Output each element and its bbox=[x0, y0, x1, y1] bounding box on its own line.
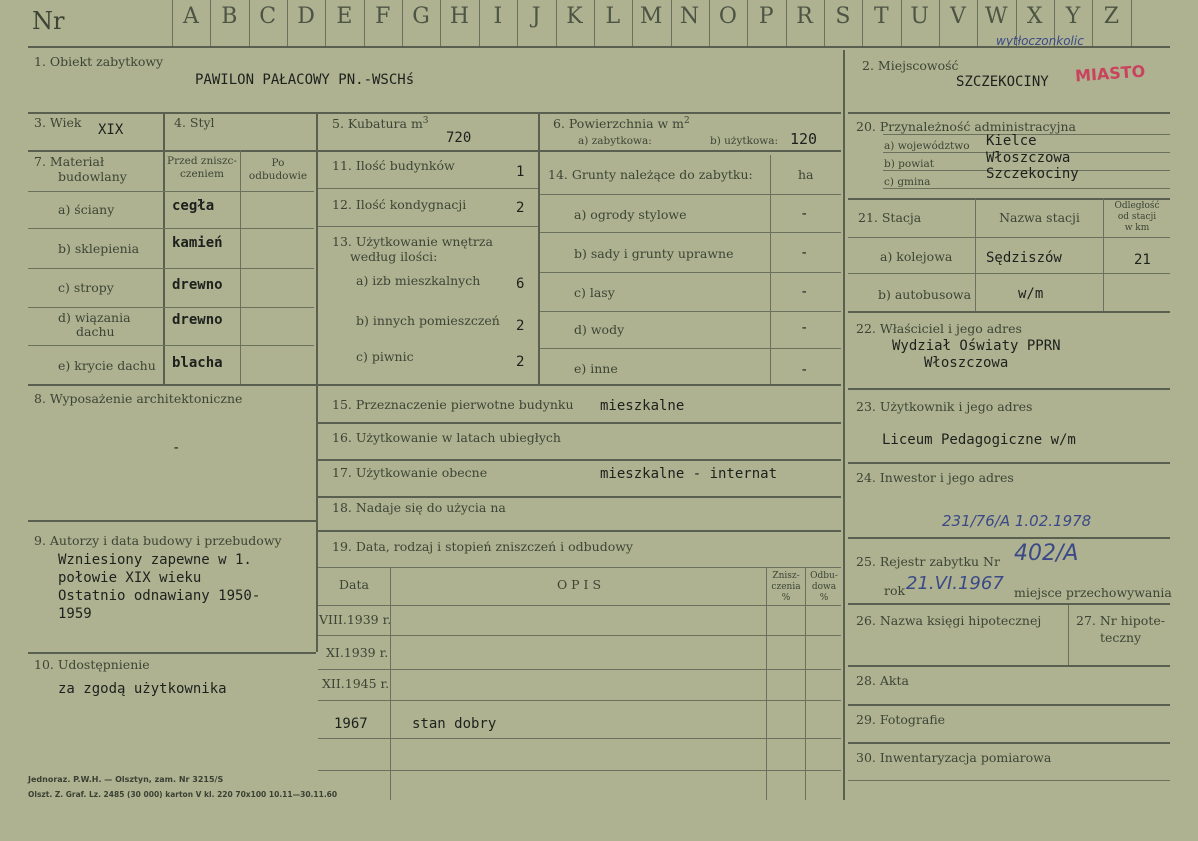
damage-desc-4: stan dobry bbox=[412, 716, 497, 732]
cubature-label-text: 5. Kubatura m bbox=[332, 116, 423, 132]
material-row-roof-truss-1: d) wiązania bbox=[58, 310, 131, 325]
damage-col-rebuild-3: % bbox=[819, 593, 829, 603]
land-waters-value: - bbox=[800, 320, 809, 336]
index-letter-a: A bbox=[183, 4, 199, 29]
land-orchards-label: b) sady i grunty uprawne bbox=[574, 246, 734, 261]
age-value: XIX bbox=[98, 122, 124, 138]
index-letter-n: N bbox=[679, 4, 700, 29]
material-col-before-2: czeniem bbox=[180, 168, 224, 180]
index-letter-w: W bbox=[985, 4, 1008, 29]
index-letter-e: E bbox=[336, 4, 353, 29]
suitable-for-label: 18. Nadaje się do użycia na bbox=[332, 500, 506, 515]
register-number: 402/A bbox=[1014, 541, 1079, 566]
cubature-value: 720 bbox=[446, 130, 472, 146]
county-label: b) powiat bbox=[884, 158, 935, 170]
arch-equipment-label: 8. Wyposażenie architektoniczne bbox=[34, 391, 243, 406]
printer-line-1: Jednoraz. P.W.H. — Olsztyn, zam. Nr 3215/S bbox=[28, 775, 224, 784]
area-usable-label: b) użytkowa: bbox=[710, 135, 779, 147]
material-row-ceilings: c) stropy bbox=[58, 280, 114, 295]
land-other-value: - bbox=[800, 362, 809, 378]
material-col-before-1: Przed zniszc- bbox=[167, 155, 237, 167]
authors-line-2: połowie XIX wieku bbox=[58, 570, 202, 586]
rooms-other-label: b) innych pomieszczeń bbox=[356, 313, 500, 328]
user-label: 23. Użytkownik i jego adres bbox=[856, 399, 1033, 414]
photos-label: 29. Fotografie bbox=[856, 712, 946, 727]
damage-col-destr-1: Znisz- bbox=[772, 571, 800, 581]
land-other-label: e) inne bbox=[574, 361, 618, 376]
cellars-label: c) piwnic bbox=[356, 349, 414, 364]
index-letter-g: G bbox=[412, 4, 430, 29]
locality-label: 2. Miejscowość bbox=[862, 58, 959, 73]
storeys-label: 12. Ilość kondygnacji bbox=[332, 197, 467, 212]
material-roofing-value: blacha bbox=[172, 355, 223, 371]
index-letter-o: O bbox=[718, 4, 737, 29]
material-col-after-1: Po bbox=[271, 157, 285, 169]
rooms-residential-label: a) izb mieszkalnych bbox=[356, 273, 481, 288]
storage-place-label: miejsce przechowywania bbox=[1014, 585, 1172, 600]
index-letter-c: C bbox=[259, 4, 277, 29]
user-value: Liceum Pedagogiczne w/m bbox=[882, 432, 1076, 448]
authors-label: 9. Autorzy i data budowy i przebudowy bbox=[34, 533, 282, 548]
land-gardens-label: a) ogrody stylowe bbox=[574, 207, 687, 222]
measurement-label: 30. Inwentaryzacja pomiarowa bbox=[856, 750, 1052, 765]
material-roof-truss-value: drewno bbox=[172, 312, 223, 328]
mortgage-book-label: 26. Nazwa księgi hipotecznej bbox=[856, 613, 1042, 628]
cubature-label bbox=[332, 116, 429, 132]
arch-equipment-value: - bbox=[172, 440, 181, 456]
land-orchards-value: - bbox=[800, 245, 809, 261]
index-letter-j: J bbox=[531, 4, 541, 29]
owner-label: 22. Właściciel i jego adres bbox=[856, 321, 1022, 336]
damage-date-4: 1967 bbox=[334, 716, 368, 732]
printer-line-2: Olszt. Z. Graf. Lz. 2485 (30 000) karton V kl. 220 70x100 10.11—30.11.60 bbox=[28, 790, 338, 799]
damage-col-date: Data bbox=[339, 577, 369, 592]
buildings-count-value: 1 bbox=[516, 164, 525, 180]
damage-col-rebuild-2: dowa bbox=[811, 582, 837, 592]
damage-date-3: XII.1945 r. bbox=[322, 676, 390, 691]
current-use-value: mieszkalne - internat bbox=[600, 466, 778, 482]
land-label: 14. Grunty należące do zabytku: bbox=[548, 167, 753, 182]
bus-station-label: b) autobusowa bbox=[878, 287, 972, 302]
voivodeship-value: Kielce bbox=[986, 133, 1037, 149]
damage-col-rebuild-1: Odbu- bbox=[810, 571, 838, 581]
index-letter-x: X bbox=[1026, 4, 1043, 29]
material-vaults-value: kamień bbox=[172, 235, 223, 251]
material-row-vaults: b) sklepienia bbox=[58, 241, 140, 256]
index-letter-f: F bbox=[375, 4, 391, 29]
voivodeship-label: a) województwo bbox=[884, 140, 970, 152]
area-historic-label: a) zabytkowa: bbox=[578, 135, 652, 147]
damage-date-2: XI.1939 r. bbox=[326, 645, 389, 660]
age-label: 3. Wiek bbox=[34, 115, 82, 130]
damage-col-desc: O P I S bbox=[556, 577, 602, 592]
county-value: Włoszczowa bbox=[986, 150, 1071, 166]
cubature-unit-sup: 3 bbox=[422, 116, 429, 126]
index-letter-s: S bbox=[835, 4, 851, 29]
rail-station-name: Sędziszów bbox=[986, 250, 1062, 266]
nr-label: Nr bbox=[32, 7, 65, 35]
material-label-2: budowlany bbox=[58, 169, 127, 184]
land-forests-label: c) lasy bbox=[574, 285, 615, 300]
index-letter-v: V bbox=[950, 4, 966, 29]
bus-station-name: w/m bbox=[1018, 286, 1044, 302]
index-letter-t: T bbox=[873, 4, 889, 29]
area-unit-sup: 2 bbox=[684, 116, 690, 126]
station-col-dist-1: Odległość bbox=[1114, 201, 1160, 211]
damage-label: 19. Data, rodzaj i stopień zniszczeń i odbudowy bbox=[332, 539, 633, 554]
investor-label: 24. Inwestor i jego adres bbox=[856, 470, 1014, 485]
interior-use-label-1: 13. Użytkowanie wnętrza bbox=[332, 234, 493, 249]
access-value: za zgodą użytkownika bbox=[58, 681, 227, 697]
original-purpose-value: mieszkalne bbox=[600, 398, 685, 414]
station-col-dist-3: w km bbox=[1124, 223, 1150, 233]
index-letter-p: P bbox=[758, 4, 774, 29]
index-letter-h: H bbox=[449, 4, 470, 29]
damage-date-1: VIII.1939 r. bbox=[319, 612, 392, 627]
index-letter-d: D bbox=[297, 4, 315, 29]
area-usable-value: 120 bbox=[790, 130, 818, 148]
index-letter-m: M bbox=[639, 4, 663, 29]
station-label: 21. Stacja bbox=[858, 210, 922, 225]
rail-station-label: a) kolejowa bbox=[880, 249, 953, 264]
storeys-value: 2 bbox=[516, 200, 525, 216]
handwritten-note: wytłoczonkolic bbox=[996, 34, 1084, 48]
object-value: PAWILON PAŁACOWY PN.-WSCHś bbox=[195, 72, 415, 88]
index-letter-l: L bbox=[605, 4, 621, 29]
owner-line-2: Włoszczowa bbox=[924, 355, 1009, 371]
past-use-label: 16. Użytkowanie w latach ubiegłych bbox=[332, 430, 561, 445]
index-letter-k: K bbox=[566, 4, 583, 29]
material-row-roof-truss-2: dachu bbox=[76, 324, 115, 339]
index-letter-u: U bbox=[910, 4, 929, 29]
land-forests-value: - bbox=[800, 284, 809, 300]
buildings-count-label: 11. Ilość budynków bbox=[332, 158, 455, 173]
material-col-after-2: odbudowie bbox=[248, 170, 308, 182]
index-letter-z: Z bbox=[1103, 4, 1120, 29]
area-label bbox=[553, 116, 690, 132]
owner-line-1: Wydział Oświaty PPRN bbox=[892, 338, 1061, 354]
material-row-roofing: e) krycie dachu bbox=[58, 358, 156, 373]
commune-value: Szczekociny bbox=[986, 166, 1079, 182]
authors-line-4: 1959 bbox=[58, 606, 92, 622]
files-label: 28. Akta bbox=[856, 673, 909, 688]
authors-line-3: Ostatnio odnawiany 1950- bbox=[58, 588, 261, 604]
authors-line-1: Wzniesiony zapewne w 1. bbox=[58, 552, 252, 568]
commune-label: c) gmina bbox=[884, 176, 931, 188]
investor-handwritten: 231/76/A 1.02.1978 bbox=[942, 512, 1092, 530]
area-label-text: 6. Powierzchnia w m bbox=[553, 116, 685, 132]
material-walls-value: cegła bbox=[172, 198, 215, 214]
access-label: 10. Udostępnienie bbox=[34, 657, 150, 672]
current-use-label: 17. Użytkowanie obecne bbox=[332, 465, 488, 480]
admin-label: 20. Przynależność administracyjna bbox=[856, 119, 1076, 134]
material-label-1: 7. Materiał bbox=[34, 154, 105, 169]
index-letter-r: R bbox=[796, 4, 813, 29]
material-row-walls: a) ściany bbox=[58, 202, 115, 217]
mortgage-nr-label-2: teczny bbox=[1100, 630, 1142, 645]
index-letter-i: I bbox=[493, 4, 503, 29]
index-letter-b: B bbox=[221, 4, 238, 29]
station-col-dist-2: od stacji bbox=[1117, 212, 1157, 222]
object-label: 1. Obiekt zabytkowy bbox=[34, 54, 164, 69]
rooms-other-value: 2 bbox=[516, 318, 525, 334]
land-waters-label: d) wody bbox=[574, 322, 625, 337]
material-ceilings-value: drewno bbox=[172, 277, 223, 293]
style-label: 4. Styl bbox=[174, 115, 215, 130]
damage-col-destr-3: % bbox=[781, 593, 791, 603]
register-year: 21.VI.1967 bbox=[906, 573, 1004, 594]
interior-use-label-2: według ilości: bbox=[350, 249, 438, 264]
station-col-name: Nazwa stacji bbox=[999, 210, 1080, 225]
locality-value: SZCZEKOCINY bbox=[956, 74, 1049, 90]
damage-col-destr-2: czenia bbox=[771, 582, 801, 592]
locality-stamp: MIASTO bbox=[1074, 61, 1146, 86]
cellars-value: 2 bbox=[516, 354, 525, 370]
land-unit: ha bbox=[798, 167, 814, 182]
register-year-label: rok bbox=[884, 583, 906, 598]
index-letter-y: Y bbox=[1065, 4, 1081, 29]
rail-station-distance: 21 bbox=[1134, 252, 1151, 268]
land-gardens-value: - bbox=[800, 206, 809, 222]
original-purpose-label: 15. Przeznaczenie pierwotne budynku bbox=[332, 397, 574, 412]
mortgage-nr-label-1: 27. Nr hipote- bbox=[1076, 613, 1165, 628]
rooms-residential-value: 6 bbox=[516, 276, 525, 292]
register-label: 25. Rejestr zabytku Nr bbox=[856, 554, 1000, 569]
